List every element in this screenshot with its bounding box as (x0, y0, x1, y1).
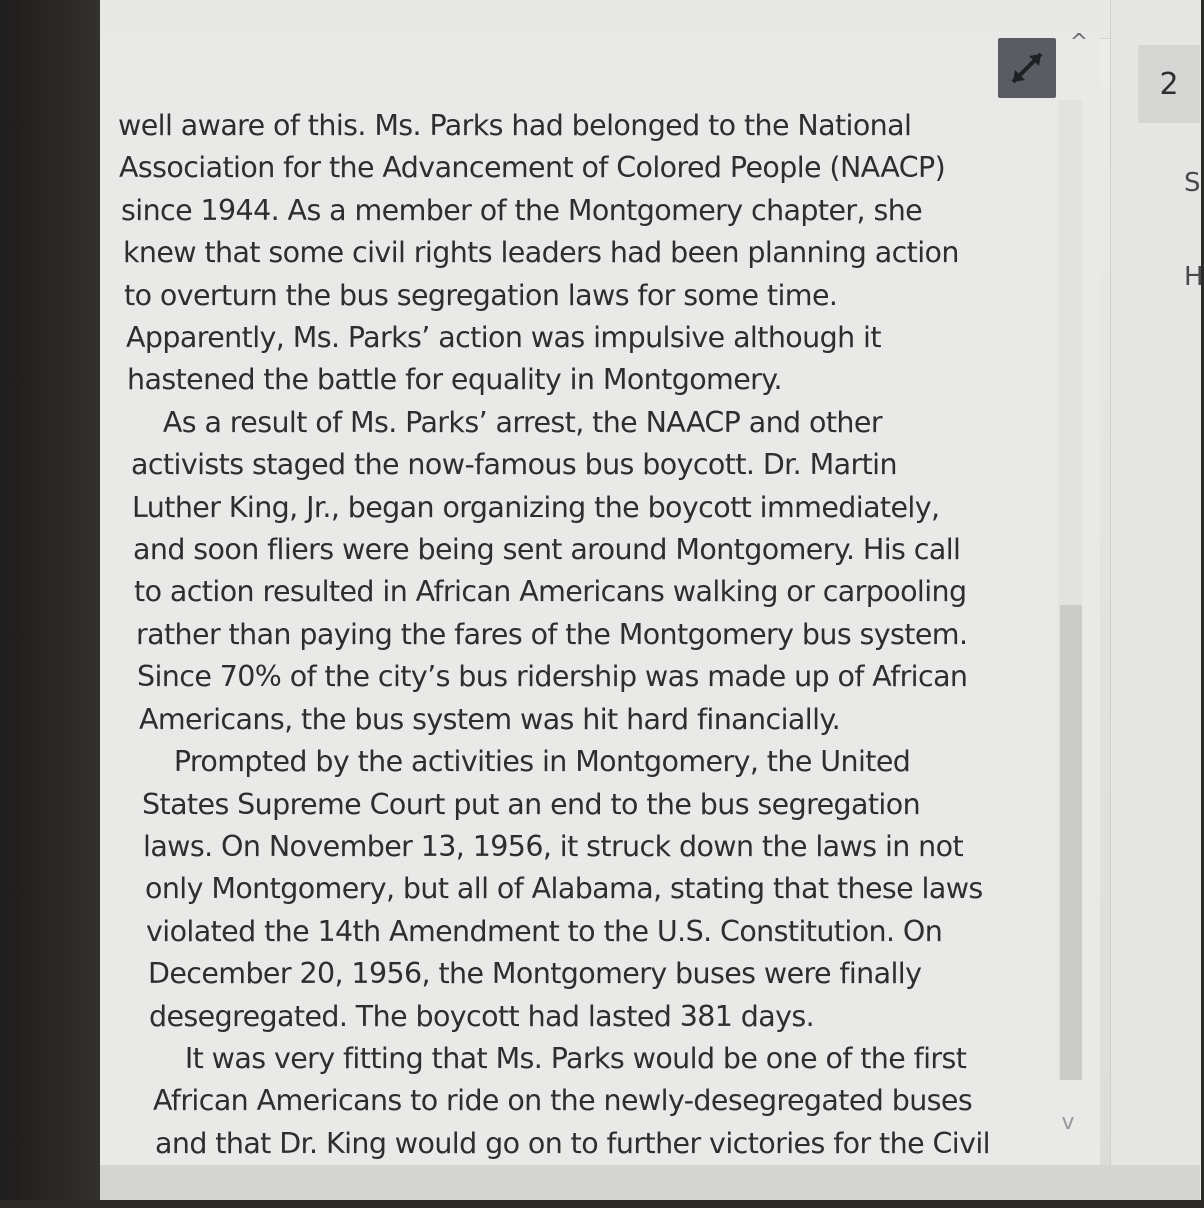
side-text-fragment: S (1184, 168, 1201, 198)
text-line: to action resulted in African Americans walking or carpooling (134, 575, 967, 609)
question-number: 2 (1159, 66, 1179, 102)
text-line: December 20, 1956, the Montgomery buses were finally (148, 957, 922, 991)
text-line: It was very fitting that Ms. Parks would be one of the first (151, 1041, 967, 1075)
text-line: to overturn the bus segregation laws for some time. (124, 278, 838, 312)
text-line: States Supreme Court put an end to the bus segregation (142, 787, 921, 821)
text-line: Since 70% of the city’s bus ridership was made up of African (137, 660, 968, 694)
text-line: As a result of Ms. Parks’ arrest, the NAACP and other (129, 405, 882, 439)
text-line: hastened the battle for equality in Montgomery. (127, 363, 782, 397)
text-line: desegregated. The boycott had lasted 381 days. (149, 999, 815, 1033)
text-line: African Americans to ride on the newly-desegregated buses (153, 1084, 973, 1118)
text-line: since 1944. As a member of the Montgomery chapter, she (121, 193, 923, 227)
text-line: Apparently, Ms. Parks’ action was impulsive although it (126, 321, 881, 355)
text-line: and soon fliers were being sent around Montgomery. His call (133, 533, 961, 567)
question-number-tab[interactable] (1138, 45, 1200, 123)
text-line: only Montgomery, but all of Alabama, stating that these laws (145, 872, 983, 906)
text-line: laws. On November 13, 1956, it struck down the laws in not (143, 829, 964, 863)
text-line: Prompted by the activities in Montgomery, the United (140, 745, 911, 779)
text-line: and that Dr. King would go on to further victories for the Civil (155, 1126, 990, 1160)
article-text (118, 105, 1003, 1195)
text-line: Association for the Advancement of Colored People (NAACP) (119, 151, 946, 185)
text-line: well aware of this. Ms. Parks had belonged to the National (118, 109, 912, 142)
top-bar (100, 0, 1200, 39)
text-line: violated the 14th Amendment to the U.S. Constitution. On (146, 914, 943, 948)
scroll-up-button[interactable]: ^ (1069, 30, 1089, 55)
expand-button[interactable] (998, 38, 1056, 98)
scroll-down-button[interactable]: v (1061, 1110, 1075, 1135)
text-line: rather than paying the fares of the Montgomery bus system. (136, 617, 968, 651)
text-line: activists staged the now-famous bus boycott. Dr. Martin (131, 448, 897, 482)
monitor-bezel (0, 0, 110, 1200)
text-line: knew that some civil rights leaders had been planning action (123, 236, 959, 270)
side-text-fragment: H (1184, 262, 1204, 292)
text-line: Luther King, Jr., began organizing the boycott immediately, (132, 490, 940, 524)
bottom-bar (100, 1165, 1200, 1200)
scrollbar-thumb[interactable] (1060, 605, 1082, 1080)
expand-arrows-icon (1005, 46, 1049, 90)
text-line: Americans, the bus system was hit hard financially. (139, 702, 841, 736)
